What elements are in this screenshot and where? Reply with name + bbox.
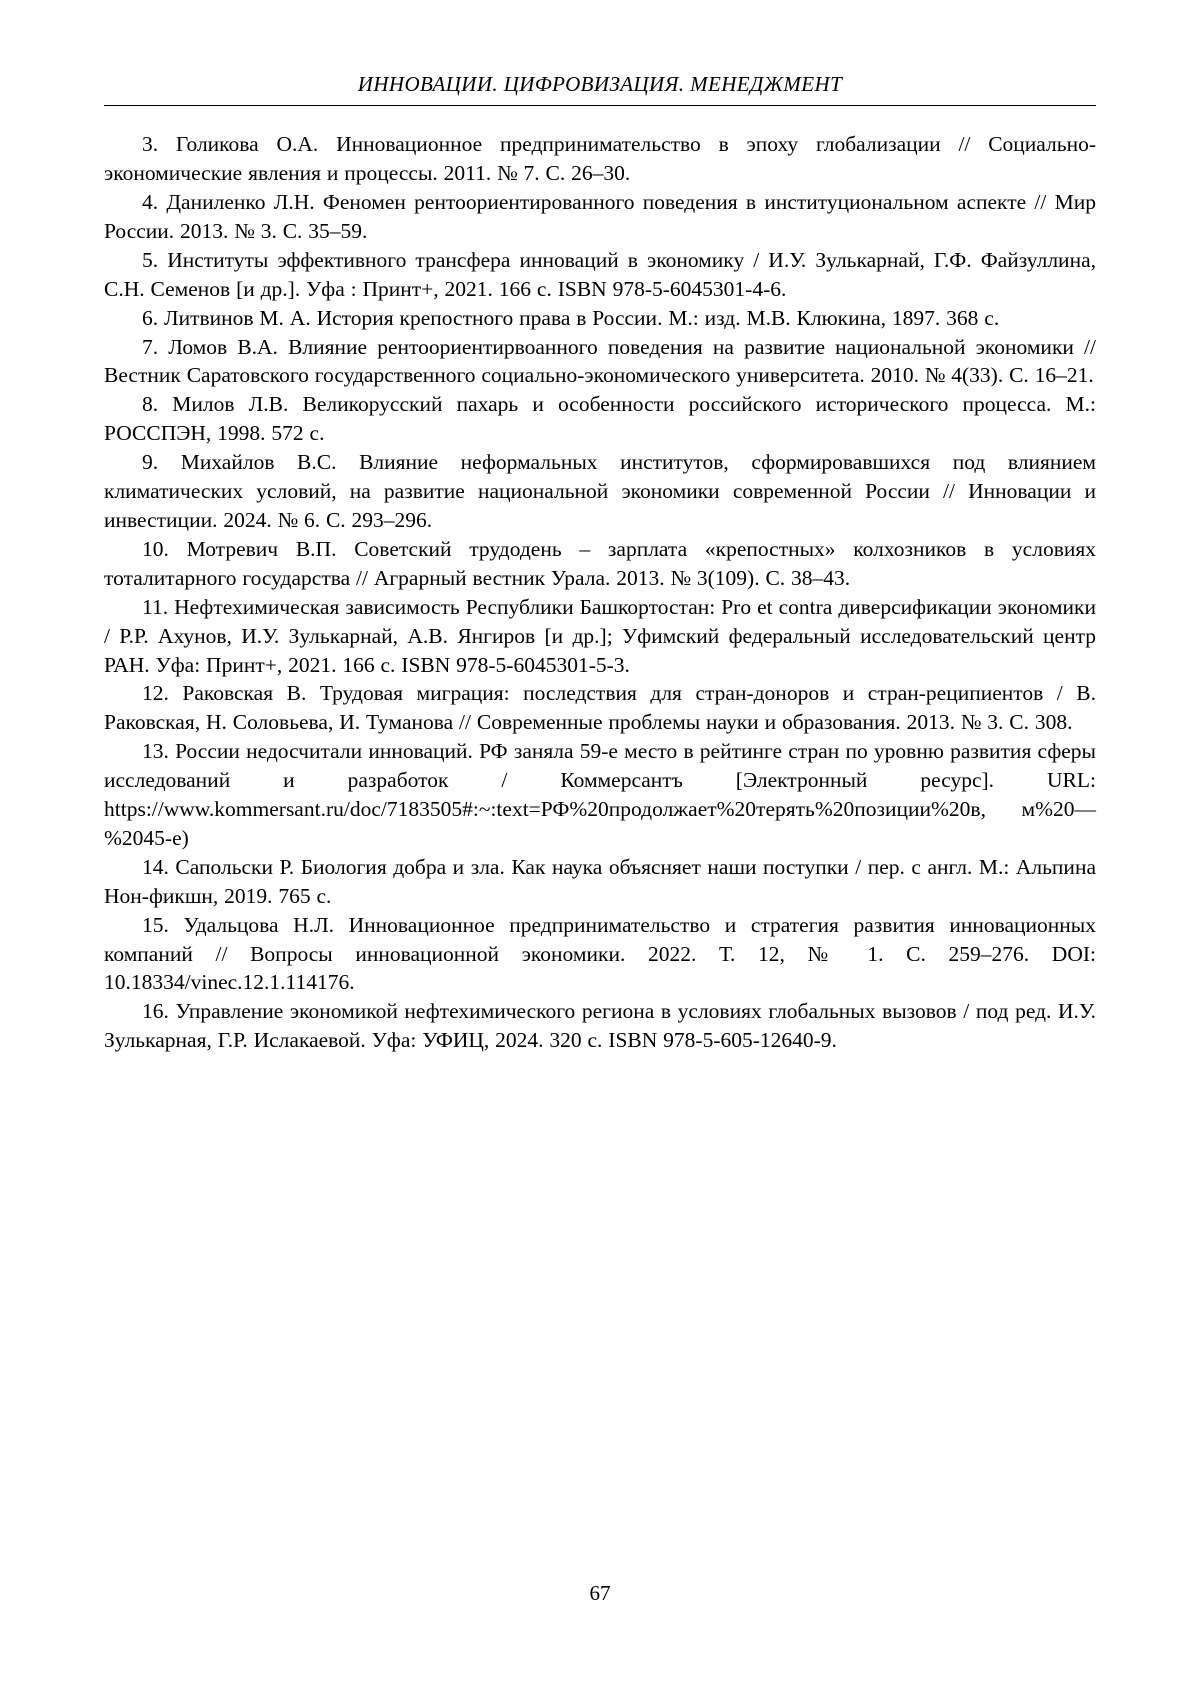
reference-item: 16. Управление экономикой нефтехимического региона в условиях глобальных вызовов / под ред. И.У. Зулькарная, Г.Р. Ислакаевой. Уфа: УФИЦ, 2024. 320 с. ISBN 978-5-605-12640-9. (104, 999, 1096, 1053)
reference-item: 4. Даниленко Л.Н. Феномен рентоориентированного поведения в институциональном аспекте // Мир России. 2013. № 3. С. 35–59. (104, 190, 1096, 243)
reference-item: 5. Институты эффективного трансфера инноваций в экономику / И.У. Зулькарнай, Г.Ф. Файзуллина, С.Н. Семенов [и др.]. Уфа : Принт+, 2021. 166 с. ISBN 978-5-6045301-4-6. (104, 247, 1096, 301)
reference-item: 6. Литвинов М. А. История крепостного права в России. М.: изд. М.В. Клюкина, 1897. 368 с. (142, 305, 1000, 330)
reference-item: 12. Раковская В. Трудовая миграция: последствия для стран-доноров и стран-реципиентов / В. Раковская, Н. Соловьева, И. Туманова // Современные проблемы науки и образования. 2013. № 3. С. 308. (104, 681, 1096, 735)
reference-item: 11. Нефтехимическая зависимость Республики Башкортостан: Pro et contra диверсификации экономики / Р.Р. Ахунов, И.У. Зулькарнай, А.В. Янгиров [и др.]; Уфимский федеральный исследовательский центр РАН. Уфа: Принт+, 2021. 166 с. ISBN 978-5-6045301-5-3. (104, 594, 1096, 677)
reference-item: 14. Сапольски Р. Биология добра и зла. Как наука объясняет наши поступки / пер. с англ. М.: Альпина Нон-фикшн, 2019. 765 с. (104, 854, 1096, 908)
reference-item: 7. Ломов В.А. Влияние рентоориентирвоанного поведения на развитие национальной экономики // Вестник Саратовского государственного социально-экономического университета. 2010. № 4(33). С. 16–21. (104, 334, 1096, 388)
reference-item: 3. Голикова О.А. Инновационное предпринимательство в эпоху глобализации // Социально-экономические явления и процессы. 2011. № 7. С. 26–30. (104, 132, 1096, 186)
reference-item: 15. Удальцова Н.Л. Инновационное предпринимательство и стратегия развития инновационных компаний // Вопросы инновационной экономики. 2022. Т. 12, № 1. С. 259–276. DOI: 10.18334/vinec.12.1.114176. (104, 912, 1096, 995)
references-list (104, 130, 1096, 1055)
reference-item: 10. Мотревич В.П. Советский трудодень – зарплата «крепостных» колхозников в условиях тоталитарного государства // Аграрный вестник Урала. 2013. № 3(109). С. 38–43. (104, 536, 1096, 590)
reference-item: 9. Михайлов В.С. Влияние неформальных институтов, сформировавшихся под влиянием климатических условий, на развитие национальной экономики современной России // Инновации и инвестиции. 2024. № 6. С. 293–296. (104, 450, 1096, 532)
reference-item: 13. России недосчитали инноваций. РФ заняла 59-е место в рейтинге стран по уровню развития сферы исследований и разработок / Коммерсантъ [Электронный ресурс]. URL: https://www.kommersant.ru/doc/7183505#:~:text=РФ%20продолжает%20терять%20позиции%20в, м%20—%2045-е) (104, 739, 1096, 850)
running-header: ИННОВАЦИИ. ЦИФРОВИЗАЦИЯ. МЕНЕДЖМЕНТ (104, 72, 1096, 106)
page-number: 67 (589, 1581, 611, 1605)
reference-item: 8. Милов Л.В. Великорусский пахарь и особенности российского исторического процесса. М.: РОССПЭН, 1998. 572 с. (104, 392, 1096, 446)
